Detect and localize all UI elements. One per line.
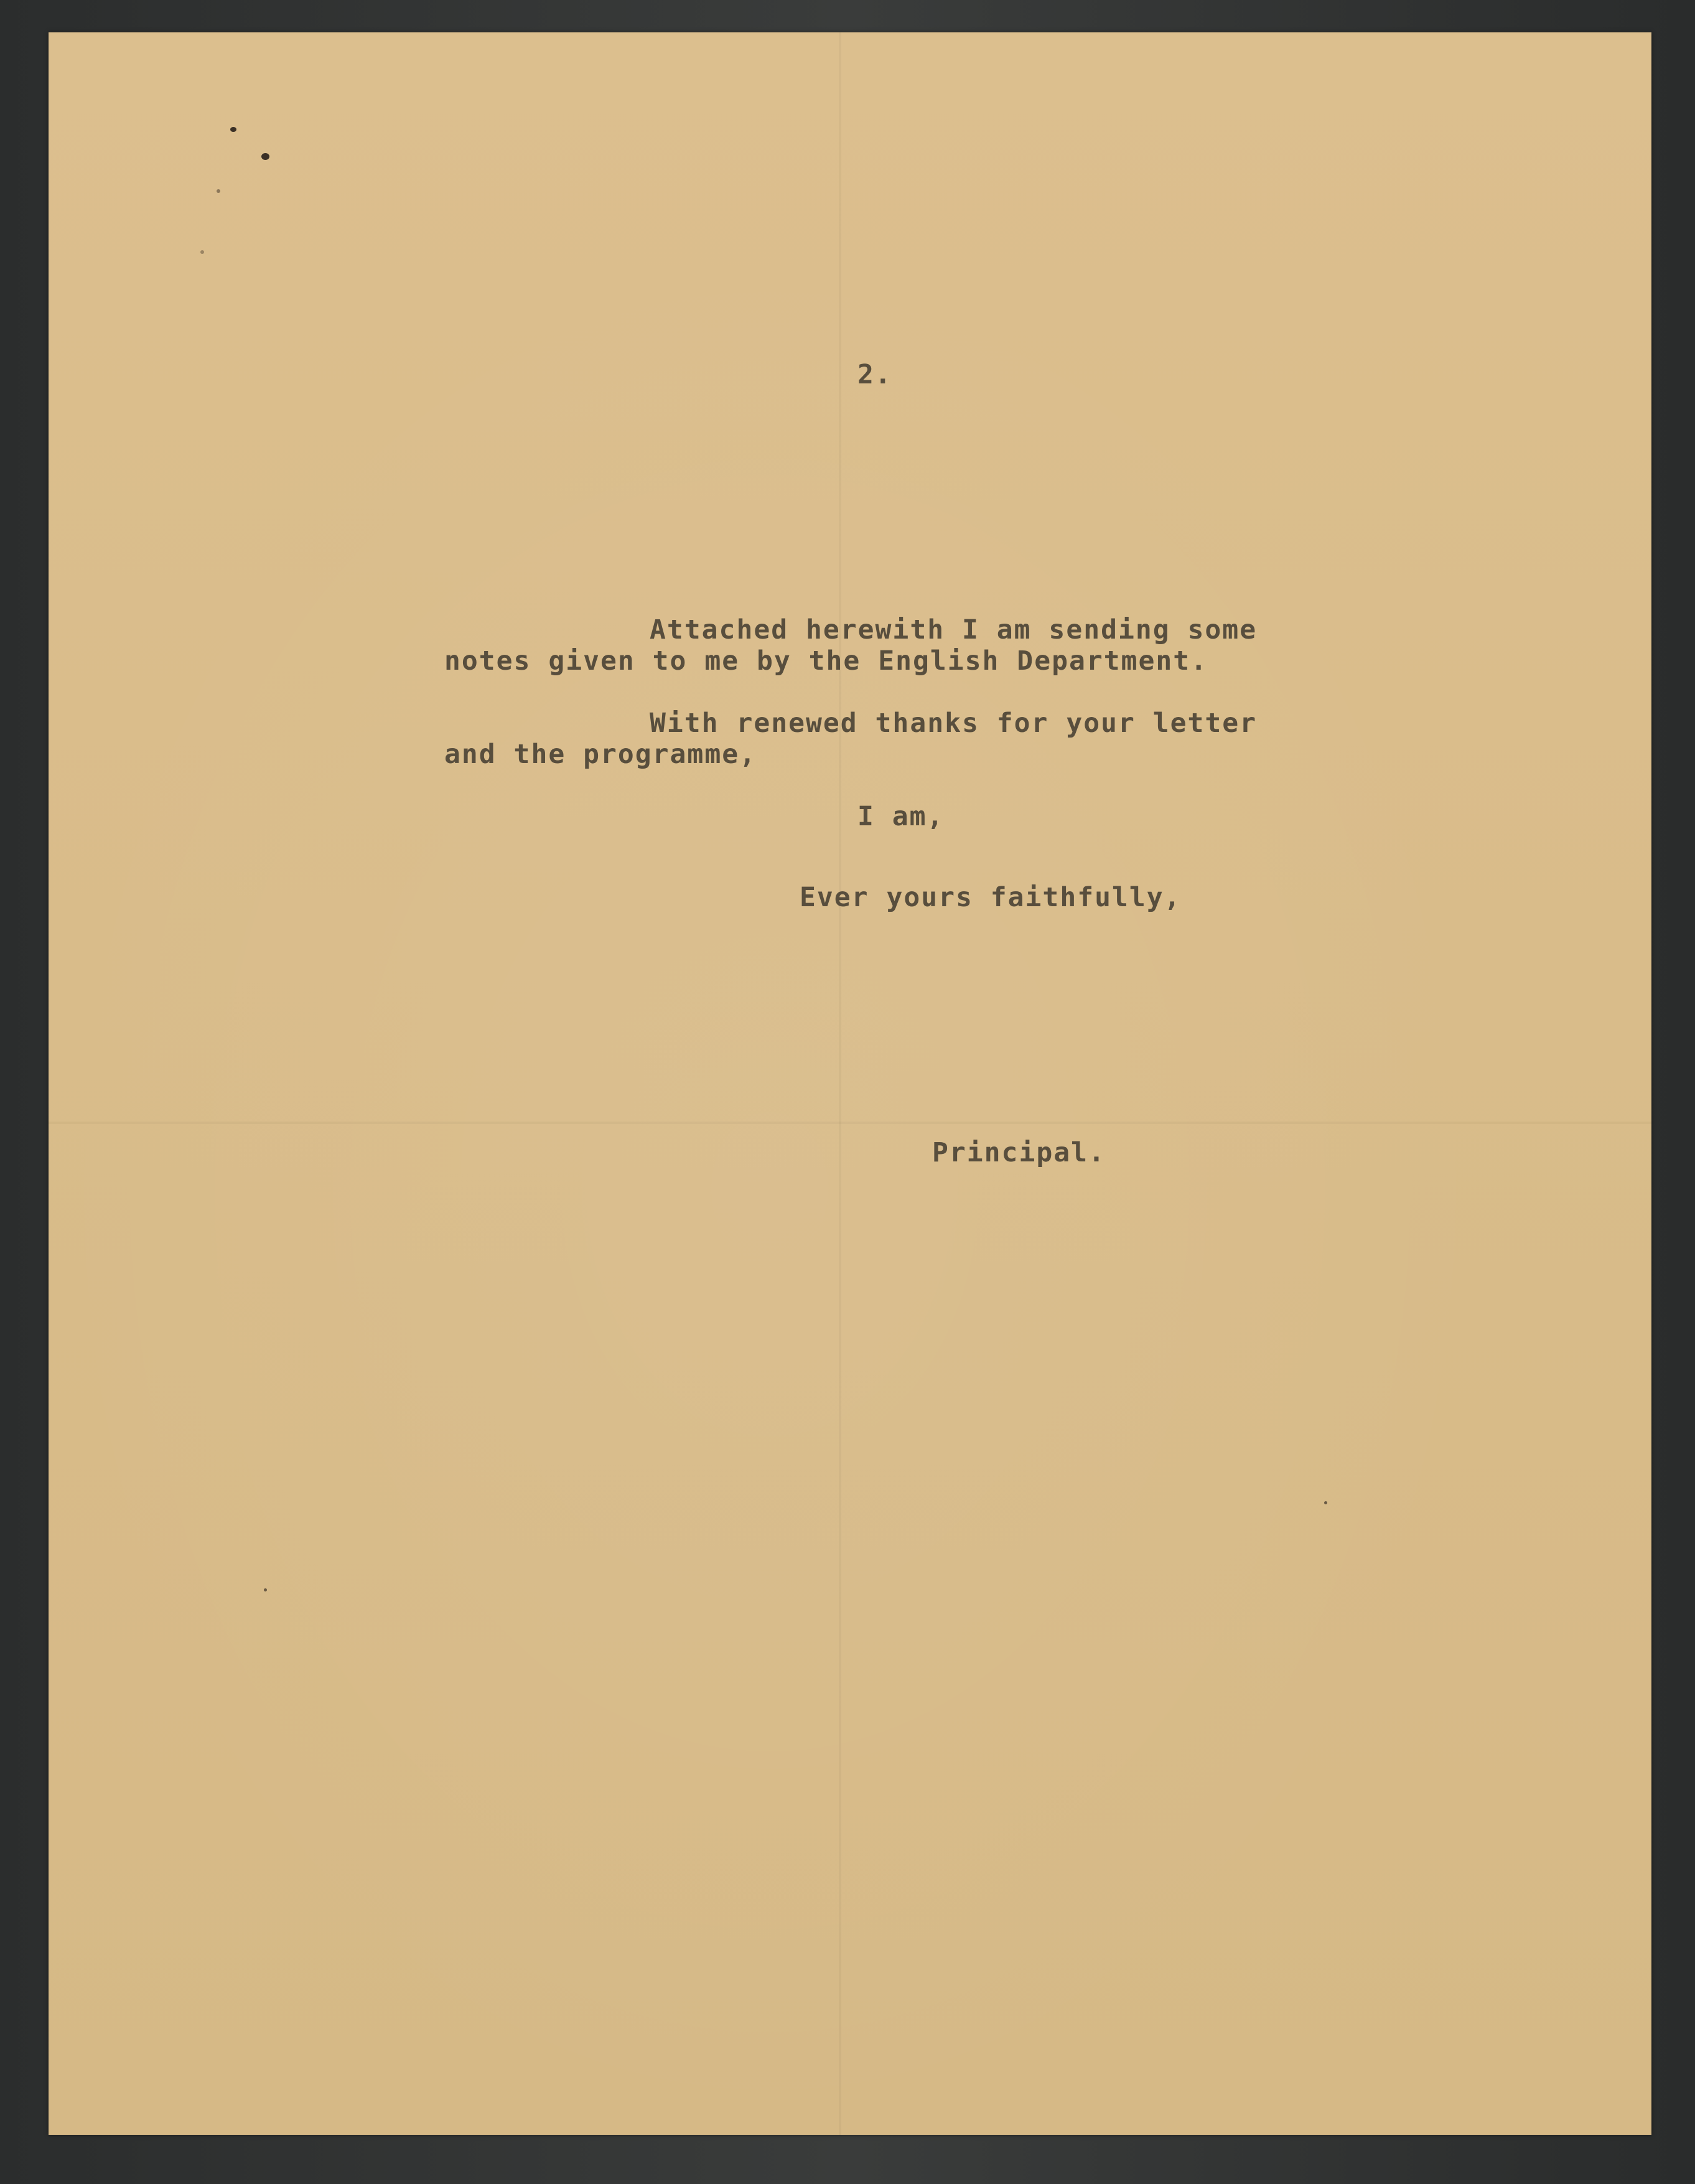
paper-speck — [1324, 1501, 1327, 1504]
letter-page — [49, 32, 1651, 2135]
paper-speck — [264, 1588, 267, 1591]
closing-i-am: I am, — [857, 801, 945, 832]
staple-mark — [200, 250, 204, 254]
paper-fold-horizontal — [49, 1122, 1651, 1124]
paragraph-2-line-2: and the programme, — [444, 739, 757, 770]
paper-fold-vertical — [839, 32, 841, 2135]
signature-title: Principal. — [932, 1137, 1106, 1168]
staple-mark — [261, 153, 269, 160]
paragraph-1-line-2: notes given to me by the English Department. — [444, 645, 1208, 677]
staple-mark — [217, 189, 220, 193]
page-number: 2. — [857, 359, 892, 390]
paragraph-2-line-1: With renewed thanks for your letter — [650, 708, 1258, 739]
paragraph-1-line-1: Attached herewith I am sending some — [650, 614, 1258, 645]
staple-mark — [230, 127, 236, 132]
closing-yours-faithfully: Ever yours faithfully, — [800, 882, 1182, 913]
